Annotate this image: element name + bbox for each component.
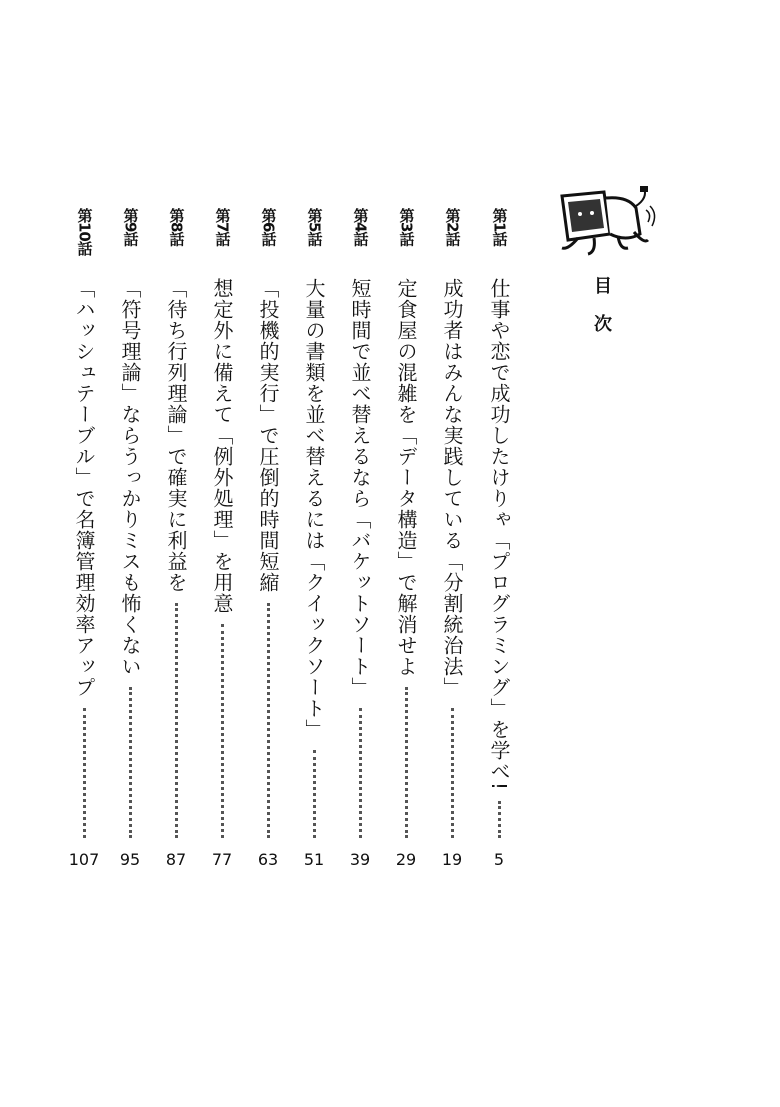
page-number: 39 [349,850,371,869]
chapter-title-text: 「待ち行列理論」で確実に利益を [164,278,188,593]
dot-leader [450,708,454,838]
page-number: 51 [303,850,325,869]
chapter-title-text: 「符号理論」ならうっかりミスも怖くない [118,278,142,677]
page-number: 95 [119,850,141,869]
chapter-title-text: 仕事や恋で成功したけりゃ「プログラミング」を学べ! [487,278,511,792]
dot-leader [358,708,362,838]
chapter-title [166,278,186,838]
chapter-title-text: 短時間で並べ替えるなら「バケットソート」 [348,278,372,698]
dot-leader [312,750,316,838]
toc-heading: 目次 [591,276,612,352]
chapter-label: 第10話 [75,208,94,255]
page-number: 19 [441,850,463,869]
chapter-label: 第2話 [443,208,462,246]
toc-entry[interactable] [299,208,329,838]
chapter-title-text: 「ハッシュテーブル」で名簿管理効率アップ [72,278,96,698]
dot-leader [497,801,501,838]
toc-entry[interactable] [207,208,237,838]
toc-entry[interactable] [484,208,514,838]
chapter-label: 第1話 [490,208,509,246]
chapter-title [489,278,509,838]
chapter-title [74,278,94,838]
chapter-title-text: 定食屋の混雑を「データ構造」で解消せよ [394,278,418,677]
chapter-title [258,278,278,838]
toc-entry[interactable] [69,208,99,838]
chapter-title [212,278,232,838]
chapter-title-text: 想定外に備えて「例外処理」を用意 [210,278,234,614]
chapter-title-text: 大量の書類を並べ替えるには「クイックソート」 [302,278,326,740]
dot-leader [266,603,270,838]
toc-entry[interactable] [115,208,145,838]
toc-entry[interactable] [161,208,191,838]
chapter-title [350,278,370,838]
page-number: 77 [211,850,233,869]
chapter-label: 第9話 [121,208,140,246]
page-number: 29 [395,850,417,869]
chapter-label: 第6話 [259,208,278,246]
chapter-label: 第3話 [397,208,416,246]
toc-entry[interactable] [253,208,283,838]
toc-entry[interactable] [437,208,467,838]
chapter-title [396,278,416,838]
chapter-label: 第5話 [305,208,324,246]
page-number: 107 [68,850,100,869]
chapter-title [304,278,324,838]
dot-leader [128,687,132,838]
toc-entry[interactable] [391,208,421,838]
dot-leader [82,708,86,838]
toc-entry[interactable] [345,208,375,838]
page-number: 63 [257,850,279,869]
chapter-title [442,278,462,838]
page-number: 5 [493,850,505,869]
chapter-label: 第4話 [351,208,370,246]
chapter-title [120,278,140,838]
dot-leader [404,687,408,838]
chapter-label: 第7話 [213,208,232,246]
chapter-label: 第8話 [167,208,186,246]
chapter-title-text: 「投機的実行」で圧倒的時間短縮 [256,278,280,593]
chapter-title-text: 成功者はみんな実践している「分割統治法」 [440,278,464,698]
page-number: 87 [165,850,187,869]
dot-leader [220,624,224,838]
dot-leader [174,603,178,838]
computer-mascot-icon [548,188,660,260]
